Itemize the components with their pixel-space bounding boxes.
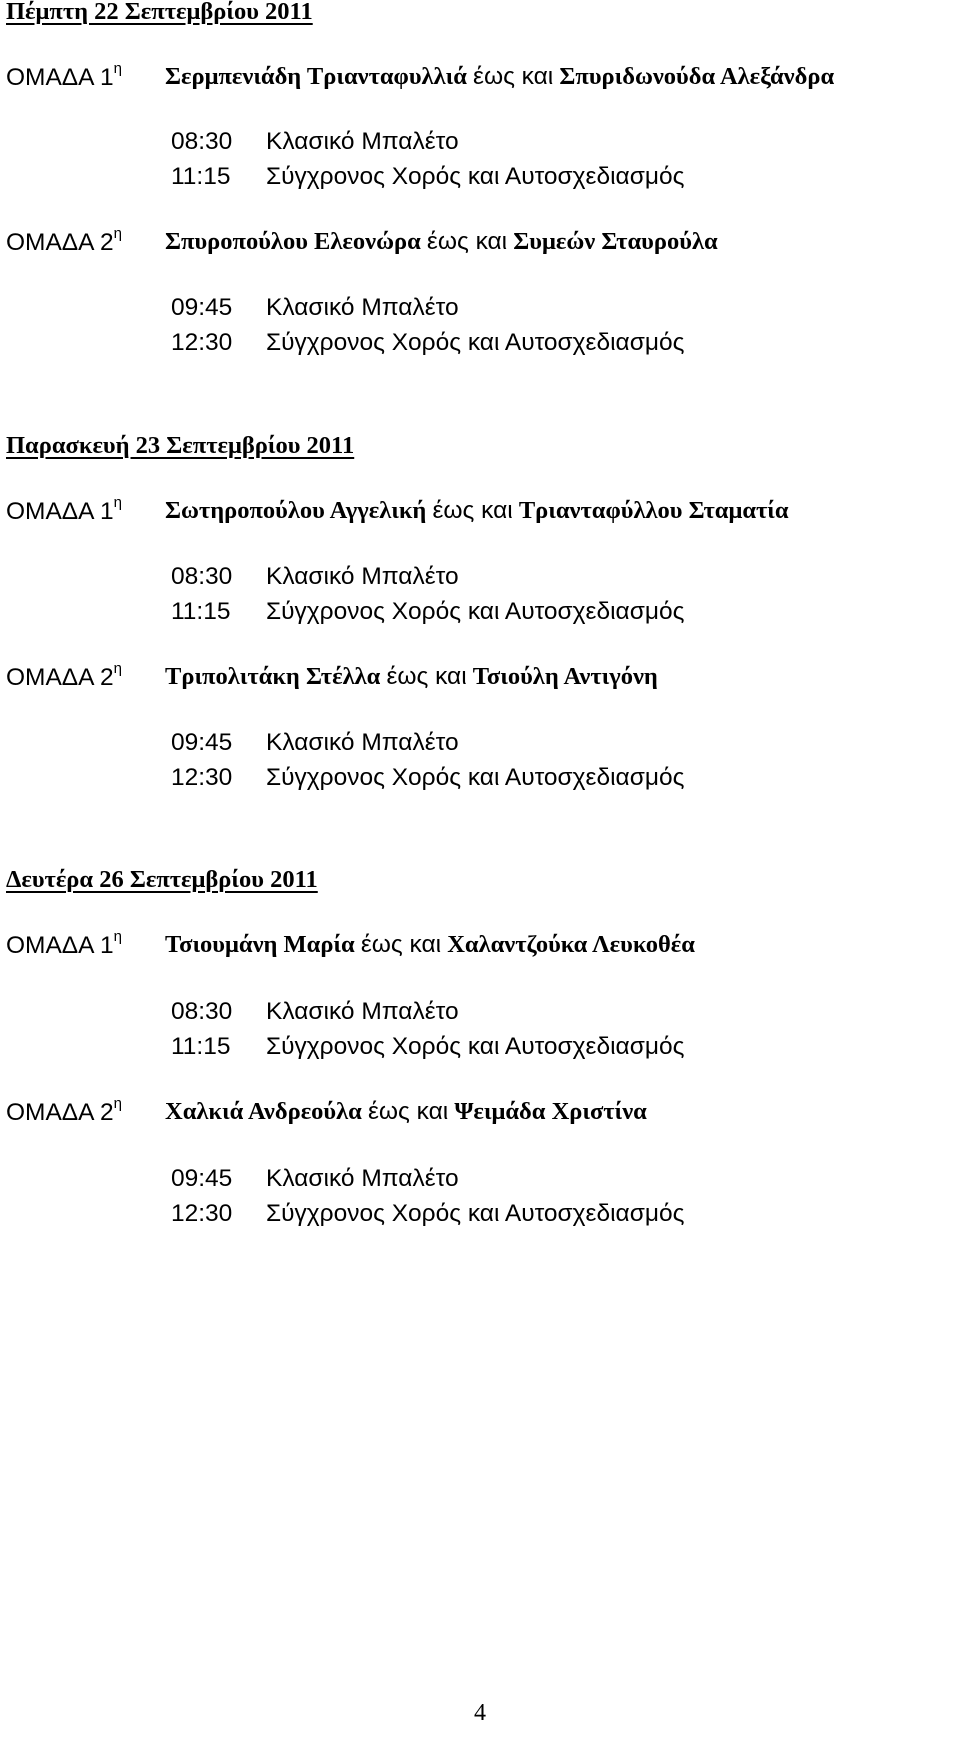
slot-activity: Κλασικό Μπαλέτο [266, 998, 459, 1025]
schedule-slot [171, 128, 459, 158]
group-ordinal: η [113, 60, 122, 77]
group-ordinal: η [113, 494, 122, 511]
day-heading: Πέμπτη 22 Σεπτεμβρίου 2011 [6, 0, 313, 25]
schedule-slot [171, 329, 684, 359]
name-range [165, 497, 789, 525]
group-label-text: ΟΜΑΔΑ 2 [6, 1099, 114, 1127]
range-from-name: Τριπολιτάκη Στέλλα [165, 663, 381, 690]
range-connector: έως και [386, 663, 467, 690]
day-heading: Δευτέρα 26 Σεπτεμβρίου 2011 [6, 866, 318, 893]
slot-activity: Κλασικό Μπαλέτο [266, 563, 459, 590]
schedule-slot [171, 1033, 684, 1063]
slot-activity: Κλασικό Μπαλέτο [266, 294, 459, 321]
group-label-text: ΟΜΑΔΑ 1 [6, 932, 114, 960]
range-connector: έως και [426, 228, 508, 255]
group-ordinal: η [113, 660, 122, 677]
schedule-slot [171, 729, 459, 759]
range-connector: έως και [432, 497, 513, 524]
group-row [6, 660, 956, 693]
slot-activity: Σύγχρονος Χορός και Αυτοσχεδιασμός [266, 764, 685, 791]
group-row [6, 60, 956, 93]
schedule-slot [171, 1200, 684, 1230]
group-label [6, 1095, 122, 1127]
slot-time: 11:15 [171, 163, 231, 190]
slot-time: 08:30 [171, 128, 233, 155]
range-to-name: Τσιούλη Αντιγόνη [472, 663, 658, 690]
group-row [6, 225, 956, 258]
slot-activity: Σύγχρονος Χορός και Αυτοσχεδιασμός [266, 1200, 685, 1227]
range-connector: έως και [473, 63, 554, 90]
group-ordinal: η [113, 928, 122, 945]
slot-activity: Σύγχρονος Χορός και Αυτοσχεδιασμός [266, 1033, 685, 1060]
schedule-slot [171, 598, 684, 628]
slot-activity: Κλασικό Μπαλέτο [266, 729, 459, 756]
name-range [165, 663, 658, 691]
slot-activity: Σύγχρονος Χορός και Αυτοσχεδιασμός [266, 163, 685, 190]
group-label [6, 225, 122, 257]
slot-time: 11:15 [171, 1033, 231, 1060]
range-from-name: Σωτηροπούλου Αγγελική [165, 497, 427, 524]
slot-time: 08:30 [171, 563, 233, 590]
schedule-slot [171, 1165, 459, 1195]
page-number: 4 [474, 1700, 486, 1726]
slot-activity: Σύγχρονος Χορός και Αυτοσχεδιασμός [266, 598, 685, 625]
name-range [165, 931, 695, 959]
group-label-text: ΟΜΑΔΑ 2 [6, 664, 114, 692]
slot-activity: Σύγχρονος Χορός και Αυτοσχεδιασμός [266, 329, 685, 356]
range-to-name: Τριανταφύλλου Σταματία [518, 497, 789, 524]
group-label [6, 660, 122, 692]
group-label [6, 494, 122, 526]
range-from-name: Τσιουμάνη Μαρία [165, 931, 355, 958]
group-label [6, 60, 122, 92]
name-range [165, 1098, 647, 1126]
slot-activity: Κλασικό Μπαλέτο [266, 128, 459, 155]
range-to-name: Σπυριδωνούδα Αλεξάνδρα [559, 63, 835, 90]
slot-time: 12:30 [171, 764, 233, 791]
range-connector: έως και [360, 931, 442, 958]
slot-activity: Κλασικό Μπαλέτο [266, 1165, 459, 1192]
schedule-slot [171, 998, 459, 1028]
group-row [6, 1095, 956, 1128]
day-heading: Παρασκευή 23 Σεπτεμβρίου 2011 [6, 432, 355, 459]
group-label-text: ΟΜΑΔΑ 1 [6, 498, 114, 526]
range-from-name: Σερμπενιάδη Τριανταφυλλιά [165, 63, 467, 90]
range-from-name: Σπυροπούλου Ελεονώρα [165, 228, 421, 255]
range-to-name: Συμεών Σταυρούλα [513, 228, 718, 255]
group-ordinal: η [113, 1095, 122, 1112]
slot-time: 11:15 [171, 598, 231, 625]
range-connector: έως και [367, 1098, 449, 1125]
name-range [165, 63, 834, 91]
slot-time: 12:30 [171, 329, 233, 356]
name-range [165, 228, 718, 256]
group-label [6, 928, 122, 960]
schedule-slot [171, 294, 459, 324]
range-to-name: Χαλαντζούκα Λευκοθέα [447, 931, 695, 958]
schedule-slot [171, 764, 684, 794]
range-to-name: Ψειμάδα Χριστίνα [454, 1098, 647, 1125]
range-from-name: Χαλκιά Ανδρεούλα [165, 1098, 362, 1125]
slot-time: 09:45 [171, 294, 233, 321]
group-ordinal: η [113, 225, 122, 242]
group-label-text: ΟΜΑΔΑ 2 [6, 229, 114, 257]
slot-time: 09:45 [171, 1165, 233, 1192]
group-label-text: ΟΜΑΔΑ 1 [6, 64, 114, 92]
slot-time: 09:45 [171, 729, 233, 756]
schedule-slot [171, 163, 684, 193]
slot-time: 08:30 [171, 998, 233, 1025]
schedule-slot [171, 563, 459, 593]
group-row [6, 928, 956, 961]
group-row [6, 494, 956, 527]
slot-time: 12:30 [171, 1200, 233, 1227]
